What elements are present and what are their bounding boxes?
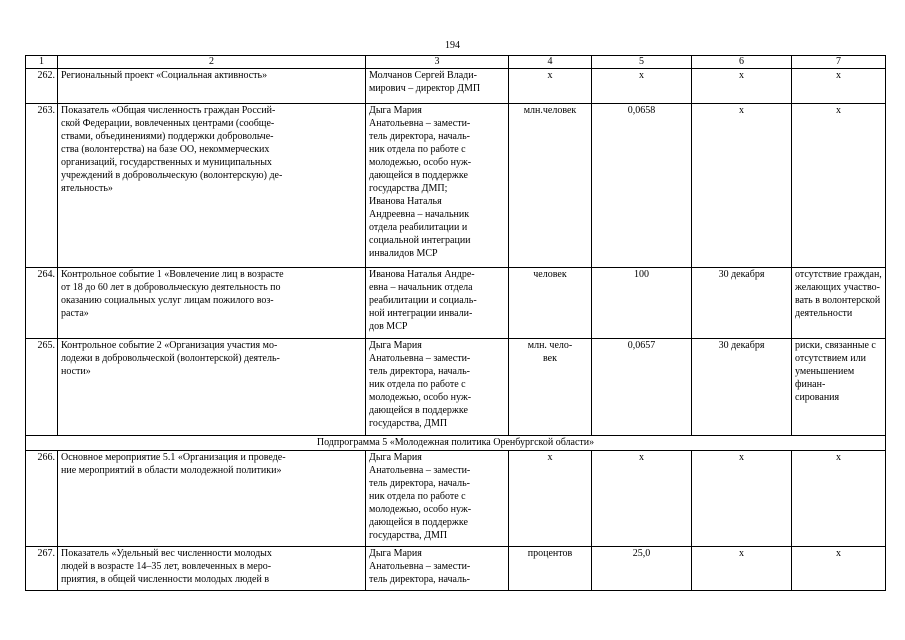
row-responsible: Молчанов Сергей Влади- мирович – директор ДМП — [366, 69, 509, 104]
row-name: Показатель «Удельный вес численности молодых людей в возрасте 14–35 лет, вовлеченных в меро- приятия, в общей численности молодых людей в — [58, 547, 366, 591]
header-cell: 7 — [792, 56, 886, 69]
row-value: 0,0658 — [592, 104, 692, 268]
row-risks: х — [792, 451, 886, 547]
row-date: х — [692, 69, 792, 104]
row-date: х — [692, 451, 792, 547]
row-value: 25,0 — [592, 547, 692, 591]
row-number: 266. — [26, 451, 58, 547]
row-risks: х — [792, 69, 886, 104]
header-cell: 3 — [366, 56, 509, 69]
header-cell: 2 — [58, 56, 366, 69]
row-responsible: Дыга Мария Анатольевна – замести- тель директора, началь- ник отдела по работе с молодежью, особо нуж- дающейся в поддержке государства, ДМП — [366, 339, 509, 436]
row-responsible: Иванова Наталья Андре- евна – начальник отдела реабилитации и социаль- ной интеграции инвали- дов МСР — [366, 268, 509, 339]
table-row — [26, 268, 886, 339]
row-number: 264. — [26, 268, 58, 339]
row-responsible: Дыга Мария Анатольевна – замести- тель директора, началь- ник отдела по работе с молодежью, особо нуж- дающейся в поддержке государства ДМП; Иванова Наталья Андреевна – начальник отдела реабилитации и социальной интеграции инвалидов МСР — [366, 104, 509, 268]
row-unit: х — [509, 69, 592, 104]
row-name: Контрольное событие 1 «Вовлечение лиц в возрасте от 18 до 60 лет в добровольческую деятельность по оказанию социальных услуг лицам пожилого воз- раста» — [58, 268, 366, 339]
row-risks: отсутствие граждан, желающих участво- вать в волонтерской деятельности — [792, 268, 886, 339]
row-value: 100 — [592, 268, 692, 339]
row-name: Контрольное событие 2 «Организация участия мо- лодежи в добровольческой (волонтерской) деятель- ности» — [58, 339, 366, 436]
header-cell: 5 — [592, 56, 692, 69]
row-number: 267. — [26, 547, 58, 591]
table-row — [26, 451, 886, 547]
row-responsible: Дыга Мария Анатольевна – замести- тель директора, началь- ник отдела по работе с молодежью, особо нуж- дающейся в поддержке государства, ДМП — [366, 451, 509, 547]
row-value: 0,0657 — [592, 339, 692, 436]
row-date: 30 декабря — [692, 339, 792, 436]
row-value: х — [592, 451, 692, 547]
table-row — [26, 339, 886, 436]
row-date: х — [692, 104, 792, 268]
header-cell: 1 — [26, 56, 58, 69]
row-unit: х — [509, 451, 592, 547]
row-name: Основное мероприятие 5.1 «Организация и проведе- ние мероприятий в области молодежной политики» — [58, 451, 366, 547]
table-row — [26, 69, 886, 104]
row-name: Показатель «Общая численность граждан Россий- ской Федерации, вовлеченных центрами (сообще- ствами, объединениями) поддержки добровольче- ства (волонтерства) на базе ОО, некоммерческих организаций, государственных и муниципальных учреждений в добровольческую (волонтерскую) де- ятельность» — [58, 104, 366, 268]
row-risks: х — [792, 547, 886, 591]
row-number: 263. — [26, 104, 58, 268]
subprogram-row — [26, 436, 886, 451]
row-date: х — [692, 547, 792, 591]
row-value: х — [592, 69, 692, 104]
header-cell: 4 — [509, 56, 592, 69]
row-unit: процентов — [509, 547, 592, 591]
subprogram-title: Подпрограмма 5 «Молодежная политика Оренбургской области» — [26, 436, 886, 451]
row-date: 30 декабря — [692, 268, 792, 339]
row-unit: млн. чело- век — [509, 339, 592, 436]
row-number: 262. — [26, 69, 58, 104]
row-unit: млн.человек — [509, 104, 592, 268]
row-number: 265. — [26, 339, 58, 436]
plan-table — [25, 55, 886, 591]
row-responsible: Дыга Мария Анатольевна – замести- тель директора, началь- — [366, 547, 509, 591]
page-number: 194 — [445, 40, 460, 51]
row-unit: человек — [509, 268, 592, 339]
row-risks: х — [792, 104, 886, 268]
row-name: Региональный проект «Социальная активность» — [58, 69, 366, 104]
header-row — [26, 56, 886, 69]
table-row — [26, 547, 886, 591]
header-cell: 6 — [692, 56, 792, 69]
row-risks: риски, связанные с отсутствием или уменьшением финан- сирования — [792, 339, 886, 436]
table-row — [26, 104, 886, 268]
